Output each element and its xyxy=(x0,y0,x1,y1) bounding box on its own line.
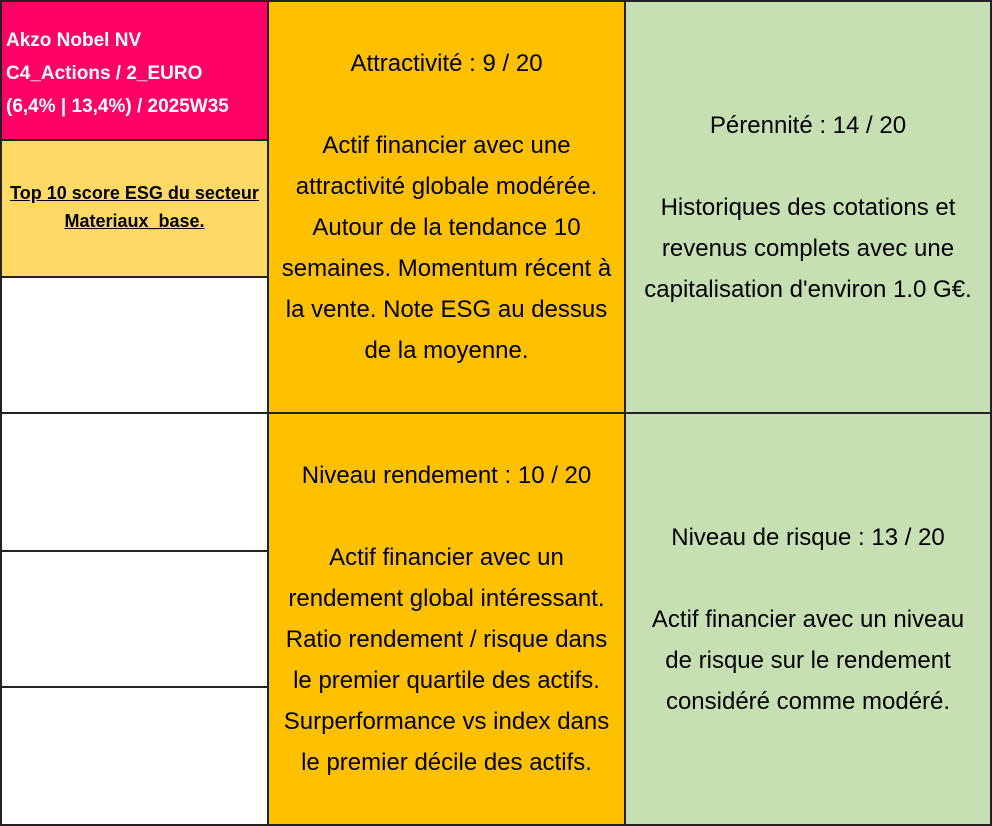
empty-cell-4 xyxy=(0,686,269,826)
attractivite-panel xyxy=(267,0,626,414)
esg-note-cell xyxy=(0,139,269,278)
asset-category: C4_Actions / 2_EURO xyxy=(6,63,203,84)
empty-cell-2 xyxy=(0,412,269,552)
rendement-heading: Niveau rendement : 10 / 20 xyxy=(301,462,592,489)
empty-cell-3 xyxy=(0,550,269,688)
risque-panel xyxy=(624,412,992,826)
perennite-description: Historiques des cotations et revenus complets avec une capitalisation d'environ 1.0 G€. xyxy=(644,193,972,303)
attractivite-description: Actif financier avec une attractivité globale modérée. Autour de la tendance 10 semaines. Momentum récent à la vente. Note ESG au dessus de la moyenne. xyxy=(281,132,612,364)
risque-heading: Niveau de risque : 13 / 20 xyxy=(671,523,945,551)
attractivite-heading: Attractivité : 9 / 20 xyxy=(350,50,543,77)
rendement-description: Actif financier avec un rendement global intéressant. Ratio rendement / risque dans le premier quartile des actifs. Surperformance vs index dans le premier décile des actifs. xyxy=(283,544,610,776)
risque-description: Actif financier avec un niveau de risque sur le rendement considéré comme modéré. xyxy=(651,605,965,715)
asset-title-cell xyxy=(0,0,269,141)
perennite-panel xyxy=(624,0,992,414)
empty-cell-1 xyxy=(0,276,269,414)
perennite-heading: Pérennité : 14 / 20 xyxy=(709,111,907,139)
esg-note: Top 10 score ESG du secteur Materiaux_base. xyxy=(10,183,259,231)
asset-stats: (6,4% | 13,4%) / 2025W35 xyxy=(6,96,229,117)
rendement-panel xyxy=(267,412,626,826)
asset-name: Akzo Nobel NV xyxy=(6,30,142,51)
